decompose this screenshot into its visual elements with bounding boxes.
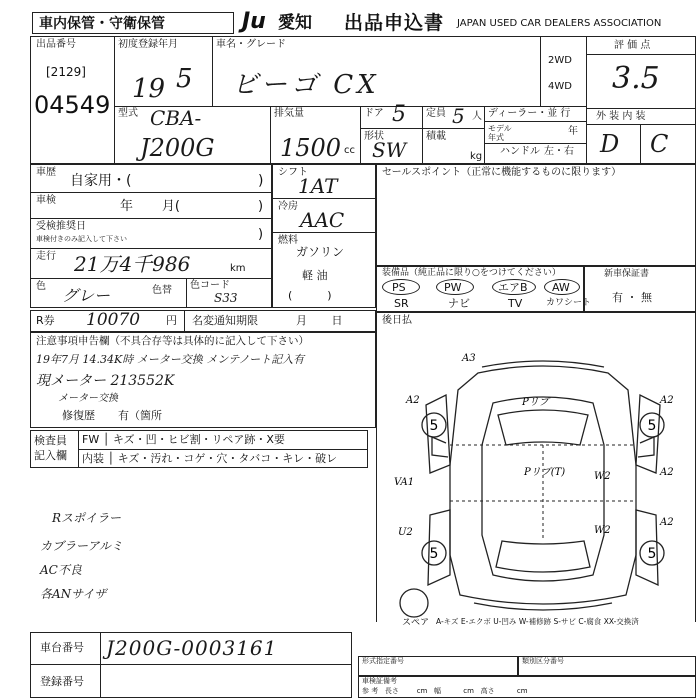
chassis-label: 車台番号 [40, 641, 84, 654]
fuel-other: ( ) [288, 289, 332, 302]
inspector-interior-row: 内装 │ キズ・汚れ・コゲ・穴・タバコ・キレ・破レ [82, 452, 338, 465]
first-registration-year: 19 [132, 74, 166, 104]
logo-mark: Ju [242, 9, 266, 34]
recycle-label: R券 [36, 314, 55, 327]
displacement-unit: cc [344, 145, 355, 156]
damage-mark-hood: Pリブ [522, 397, 549, 408]
inspection-date: 年 月( [120, 199, 180, 214]
model-year-unit: 年 [568, 126, 578, 137]
equip-airbag: エアB [498, 281, 528, 294]
logo-region: 愛知 [278, 13, 312, 33]
handwritten-note-4: 各ANサイザ [40, 587, 107, 601]
damage-legend: A-キズ E-エクボ U-凹み W-補修跡 S-サビ C-腐食 XX-交換済 [436, 617, 639, 626]
damage-mark-rear-left: U2 [398, 527, 413, 538]
fuel-label: 燃料 [278, 235, 298, 246]
equip-aw: AW [552, 281, 570, 294]
equip-navi: ナビ [448, 297, 470, 310]
repair-value: 有（箇所 [118, 409, 162, 422]
drive-2wd-label: 2WD [548, 55, 572, 66]
inspector-fw-row: FW │ キズ・凹・ヒビ割・リペア跡・X要 [82, 433, 285, 446]
damage-mark-right-door: W2 [594, 471, 611, 482]
form-number-label: 形式指定番号 [362, 657, 404, 665]
notes-line-2: 現メーター 213552K [36, 373, 175, 389]
inspection-close: ) [258, 199, 264, 214]
load-label: 積載 [426, 131, 446, 142]
tire-grade-rear-left: 5 [429, 546, 439, 562]
notes-header: 注意事項申告欄（不具合存等は具体的に記入して下さい） [36, 335, 309, 347]
notes-line-1: 19年7月 14.34K時 メーター交換 メンテノート記入有 [36, 353, 305, 366]
drive-4wd-label: 4WD [548, 81, 572, 92]
damage-mark-left-door: VA1 [394, 477, 415, 488]
model-label: 型式 [118, 108, 138, 119]
recycle-amount: 10070 [86, 310, 141, 330]
storage-label: 車内保管・守衛保管 [39, 16, 165, 32]
fuel-diesel: 軽 油 [302, 269, 328, 282]
car-damage-diagram [390, 345, 696, 625]
car-name-label: 車名・グレード [216, 39, 286, 50]
door-count: 5 [392, 102, 406, 127]
capacity-label: 定員 [426, 108, 446, 119]
load-unit: kg [470, 151, 483, 162]
damage-mark-right-side: A2 [660, 467, 674, 478]
car-name: ビーゴ CX [232, 70, 380, 100]
chassis-number: J200G-0003161 [106, 636, 278, 660]
exterior-grade: D [600, 130, 620, 158]
lot-sub-number: [2129] [46, 65, 86, 79]
certificate-notes-label: 車検証備考 [362, 677, 397, 685]
warranty-label: 新車保証書 [604, 269, 650, 279]
class-number-label: 類別区分番号 [522, 657, 564, 665]
color-code-value: S33 [214, 291, 238, 305]
exterior-interior-label: 外 装 内 装 [596, 111, 646, 122]
color-label: 色 [36, 281, 46, 292]
handwritten-note-1: Rスポイラー [52, 511, 122, 525]
shift-label: シフト [278, 167, 308, 178]
tire-grade-rear-right: 5 [647, 546, 657, 562]
name-change-date: 月 日 [296, 314, 343, 327]
displacement-label: 排気量 [274, 108, 304, 119]
damage-mark-rear-right: W2 [594, 525, 611, 536]
handle-label: ハンドル [500, 146, 540, 157]
mileage-value: 21万4千986 [74, 252, 191, 276]
color-change-label: 色替 [152, 285, 172, 296]
handle-options: 左・右 [544, 146, 574, 157]
first-registration-label: 初度登録年月 [118, 39, 178, 50]
inspection-label: 車検 [36, 195, 56, 206]
handwritten-note-2: カブラーアルミ [40, 539, 123, 553]
registration-label: 登録番号 [40, 675, 84, 688]
model-prefix: CBA- [150, 106, 202, 130]
color-value: グレー [62, 286, 111, 305]
tire-grade-front-right: 5 [647, 418, 657, 434]
lot-number: 04549 [34, 91, 111, 119]
usage-label: 車歴 [36, 167, 56, 178]
notes-line-3: メーター交換 [58, 393, 118, 404]
damage-mark-front-right: A2 [660, 395, 674, 406]
shape-label: 形状 [364, 131, 384, 142]
body-shape: SW [372, 138, 407, 162]
form-title: 出品申込書 [344, 12, 445, 34]
damage-mark-front-left: A2 [406, 395, 420, 406]
warranty-options: 有 ・ 無 [612, 291, 652, 304]
usage-value: 自家用・( [70, 173, 132, 189]
mileage-label: 走行 [36, 251, 56, 262]
displacement-value: 1500 [280, 134, 342, 162]
association-name: JAPAN USED CAR DEALERS ASSOCIATION [457, 18, 662, 29]
sales-point-label: セールスポイント（正常に機能するものに限ります） [382, 167, 622, 178]
damage-mark-a3: A3 [462, 353, 476, 364]
equip-tv: TV [508, 297, 523, 310]
cooling-value: AAC [300, 208, 345, 232]
dimensions-row: 参 考 長さ cm 幅 cm 高さ cm [362, 687, 528, 695]
repair-label: 修復歴 [62, 409, 95, 422]
fuel-gas: ガソリン [296, 245, 345, 259]
listing-section [30, 36, 696, 164]
inspector-label: 検査員 記入欄 [34, 434, 67, 462]
model-code: J200G [140, 134, 215, 162]
recycle-yen: 円 [166, 314, 177, 327]
cooling-label: 冷房 [278, 201, 298, 212]
score-label: 評 価 点 [614, 40, 651, 51]
first-registration-month: 5 [176, 64, 193, 94]
back-page-label: 後日払 [382, 315, 412, 326]
spare-tire-label: スペア [402, 618, 430, 625]
model-year-label: モデル 年式 [488, 124, 512, 142]
receipt-close: ) [258, 227, 264, 242]
door-label: ドア [364, 108, 384, 119]
handwritten-note-3: AC不良 [40, 563, 82, 577]
interior-grade: C [650, 130, 669, 158]
equip-ps: PS [392, 281, 406, 294]
mileage-unit: km [230, 263, 246, 274]
tire-grade-front-left: 5 [429, 418, 439, 434]
auction-score: 3.5 [612, 61, 660, 96]
receipt-note: 車検付きのみ記入して下さい [36, 235, 127, 243]
lot-number-label: 出品番号 [36, 39, 76, 50]
equip-leather: カワシート [546, 298, 592, 308]
damage-mark-roof: Pリブ(T) [524, 467, 566, 478]
usage-close: ) [258, 173, 264, 189]
dealer-label: ディーラー・並 行 [488, 108, 571, 119]
damage-mark-rear: A2 [660, 517, 674, 528]
capacity-value: 5 [452, 104, 465, 128]
equip-pw: PW [444, 281, 462, 294]
equip-sr: SR [394, 297, 409, 310]
shift-value: 1AT [298, 174, 338, 198]
name-change-label: 名変通知期限 [192, 314, 258, 327]
receipt-label: 受検推奨日 [36, 221, 86, 232]
capacity-unit: 人 [472, 111, 482, 122]
color-code-label: 色コード [190, 280, 230, 291]
equipment-label: 装備品（純正品に限り○をつけてください） [382, 268, 561, 278]
storage-label-box [32, 12, 234, 34]
sales-point-section [376, 164, 696, 266]
